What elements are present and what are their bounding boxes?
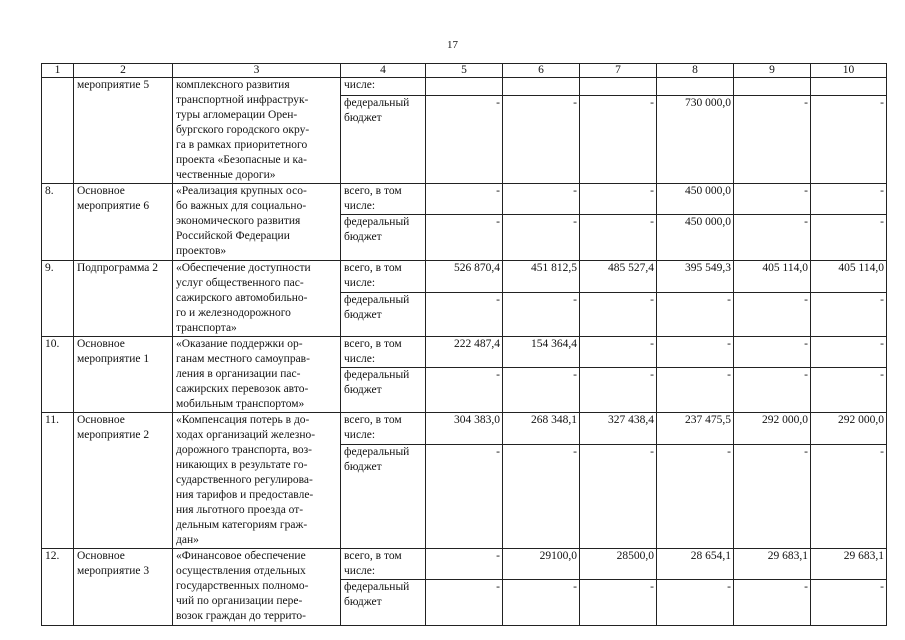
amount-cell: -: [657, 580, 734, 626]
amount-cell: 222 487,4: [426, 337, 503, 368]
column-header: 1: [42, 64, 74, 78]
amount-cell: 405 114,0: [811, 261, 887, 293]
amount-cell: -: [580, 337, 657, 368]
amount-cell: -: [426, 184, 503, 215]
funding-source: федеральный бюджет: [341, 292, 426, 336]
program-name: Основное мероприятие 2: [74, 413, 173, 549]
funding-source: федеральный бюджет: [341, 215, 426, 261]
column-header: 7: [580, 64, 657, 78]
amount-cell: -: [580, 580, 657, 626]
amount-cell: -: [811, 215, 887, 261]
amount-cell: -: [734, 184, 811, 215]
amount-cell: -: [426, 215, 503, 261]
amount-cell: 29 683,1: [734, 549, 811, 580]
amount-cell: [580, 78, 657, 96]
column-header: 5: [426, 64, 503, 78]
row-index: 8.: [42, 184, 74, 261]
page-number: 17: [447, 39, 458, 51]
amount-cell: 327 438,4: [580, 413, 657, 445]
amount-cell: -: [580, 444, 657, 548]
program-name: Основное мероприятие 6: [74, 184, 173, 261]
amount-cell: -: [426, 580, 503, 626]
amount-cell: 154 364,4: [503, 337, 580, 368]
table-row: [42, 261, 887, 293]
funding-source: всего, в том числе:: [341, 184, 426, 215]
row-index: 11.: [42, 413, 74, 549]
amount-cell: -: [657, 444, 734, 548]
amount-cell: -: [503, 368, 580, 413]
amount-cell: [503, 78, 580, 96]
amount-cell: 268 348,1: [503, 413, 580, 445]
column-header: 4: [341, 64, 426, 78]
amount-cell: -: [734, 444, 811, 548]
funding-source: числе:: [341, 78, 426, 96]
program-description: комплексного развития транспортной инфраструк- туры агломерации Орен- бургского городского окру- га в рамках приоритетного проекта «Безопасные и ка- чественные дороги»: [173, 78, 341, 184]
amount-cell: 28 654,1: [657, 549, 734, 580]
amount-cell: 292 000,0: [734, 413, 811, 445]
row-index: [42, 78, 74, 184]
column-header: 8: [657, 64, 734, 78]
program-name: Подпрограмма 2: [74, 261, 173, 337]
header-row: [42, 64, 887, 78]
row-index: 9.: [42, 261, 74, 337]
amount-cell: -: [657, 368, 734, 413]
table-body: [42, 78, 887, 626]
amount-cell: -: [503, 215, 580, 261]
amount-cell: [811, 78, 887, 96]
amount-cell: -: [811, 444, 887, 548]
amount-cell: -: [811, 184, 887, 215]
amount-cell: 450 000,0: [657, 215, 734, 261]
amount-cell: -: [426, 368, 503, 413]
amount-cell: 730 000,0: [657, 95, 734, 183]
column-header: 6: [503, 64, 580, 78]
funding-source: федеральный бюджет: [341, 368, 426, 413]
column-header: 2: [74, 64, 173, 78]
amount-cell: -: [426, 95, 503, 183]
amount-cell: -: [426, 444, 503, 548]
amount-cell: -: [811, 337, 887, 368]
funding-source: федеральный бюджет: [341, 95, 426, 183]
column-header: 10: [811, 64, 887, 78]
amount-cell: 237 475,5: [657, 413, 734, 445]
program-name: Основное мероприятие 3: [74, 549, 173, 626]
amount-cell: -: [811, 292, 887, 336]
amount-cell: 485 527,4: [580, 261, 657, 293]
amount-cell: 405 114,0: [734, 261, 811, 293]
amount-cell: -: [811, 580, 887, 626]
amount-cell: -: [426, 292, 503, 336]
program-description: «Реализация крупных осо- бо важных для социально- экономического развития Российской Федерации проектов»: [173, 184, 341, 261]
amount-cell: -: [580, 95, 657, 183]
amount-cell: 450 000,0: [657, 184, 734, 215]
amount-cell: -: [503, 95, 580, 183]
amount-cell: 292 000,0: [811, 413, 887, 445]
amount-cell: -: [503, 444, 580, 548]
funding-source: федеральный бюджет: [341, 444, 426, 548]
amount-cell: -: [734, 337, 811, 368]
program-description: «Компенсация потерь в до- ходах организаций железно- дорожного транспорта, воз- никающих в результате го- сударственного регулирова- ния тарифов и предоставле- ния льготного проезда от- дельным категориям граж- дан»: [173, 413, 341, 549]
amount-cell: -: [503, 292, 580, 336]
funding-source: федеральный бюджет: [341, 580, 426, 626]
budget-table: [41, 63, 887, 626]
amount-cell: -: [657, 337, 734, 368]
column-header: 3: [173, 64, 341, 78]
table-row: [42, 413, 887, 445]
amount-cell: -: [503, 580, 580, 626]
column-header: 9: [734, 64, 811, 78]
table-row: [42, 184, 887, 215]
amount-cell: [426, 78, 503, 96]
amount-cell: -: [580, 368, 657, 413]
funding-source: всего, в том числе:: [341, 261, 426, 293]
amount-cell: -: [657, 292, 734, 336]
amount-cell: 28500,0: [580, 549, 657, 580]
amount-cell: -: [426, 549, 503, 580]
table-row: [42, 78, 887, 96]
table-row: [42, 337, 887, 368]
amount-cell: -: [580, 184, 657, 215]
amount-cell: -: [734, 580, 811, 626]
amount-cell: [657, 78, 734, 96]
row-index: 12.: [42, 549, 74, 626]
amount-cell: -: [580, 215, 657, 261]
amount-cell: -: [580, 292, 657, 336]
table-row: [42, 549, 887, 580]
amount-cell: -: [734, 95, 811, 183]
amount-cell: 395 549,3: [657, 261, 734, 293]
amount-cell: -: [811, 95, 887, 183]
funding-source: всего, в том числе:: [341, 549, 426, 580]
program-description: «Финансовое обеспечение осуществления отдельных государственных полномо- чий по организации пере- возок граждан до террито-: [173, 549, 341, 626]
amount-cell: 526 870,4: [426, 261, 503, 293]
amount-cell: 451 812,5: [503, 261, 580, 293]
program-description: «Оказание поддержки ор- ганам местного самоуправ- ления в организации пас- сажирских перевозок авто- мобильным транспортом»: [173, 337, 341, 413]
amount-cell: 29 683,1: [811, 549, 887, 580]
amount-cell: 29100,0: [503, 549, 580, 580]
amount-cell: -: [811, 368, 887, 413]
amount-cell: -: [734, 292, 811, 336]
program-name: Основное мероприятие 1: [74, 337, 173, 413]
funding-source: всего, в том числе:: [341, 337, 426, 368]
amount-cell: -: [503, 184, 580, 215]
amount-cell: 304 383,0: [426, 413, 503, 445]
program-description: «Обеспечение доступности услуг общественного пас- сажирского автомобильно- го и железнодорожного транспорта»: [173, 261, 341, 337]
amount-cell: -: [734, 368, 811, 413]
funding-source: всего, в том числе:: [341, 413, 426, 445]
row-index: 10.: [42, 337, 74, 413]
amount-cell: -: [734, 215, 811, 261]
program-name: мероприятие 5: [74, 78, 173, 184]
amount-cell: [734, 78, 811, 96]
